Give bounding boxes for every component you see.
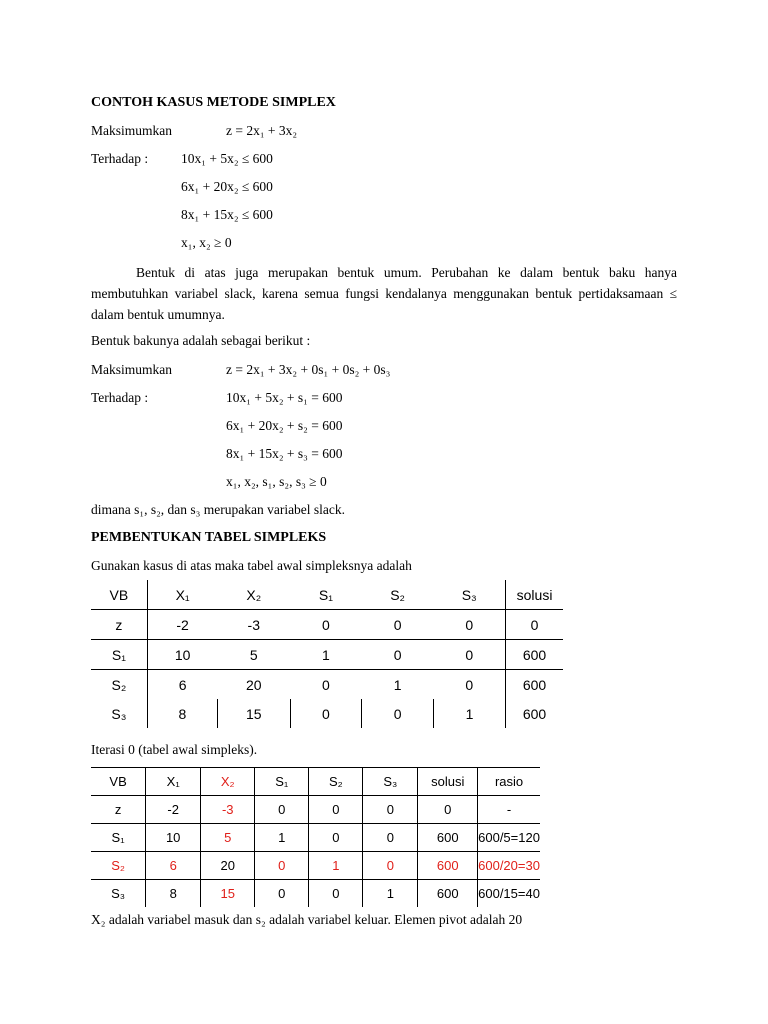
header-cell: VB (91, 768, 146, 796)
simplex-table-initial (91, 580, 563, 728)
terhadap-label-1: Terhadap : (91, 151, 149, 166)
table-header-row (91, 580, 563, 610)
maks-label-1: Maksimumkan (91, 123, 172, 138)
conclusion: X₂ adalah variabel masuk dan s₂ adalah variabel keluar. Elemen pivot adalah 20 (91, 912, 523, 927)
header-cell: S₁ (290, 580, 362, 610)
simplex-table-iterasi-0 (91, 767, 540, 907)
objective-2: z = 2x₁ + 3x₂ + 0s₁ + 0s₂ + 0s₃ (226, 362, 391, 377)
table-cell: 8 (146, 880, 201, 908)
table-cell: 5 (217, 640, 290, 670)
table-cell: 0 (362, 699, 434, 728)
heading-contoh-kasus: CONTOH KASUS METODE SIMPLEX (91, 95, 336, 110)
header-cell: S₁ (255, 768, 309, 796)
table-cell: 1 (309, 852, 363, 880)
table-cell: 15 (217, 699, 290, 728)
table-cell: 1 (255, 824, 309, 852)
objective-1: z = 2x₁ + 3x₂ (226, 123, 298, 138)
header-cell: S₂ (309, 768, 363, 796)
table-cell: S₁ (91, 824, 146, 852)
header-cell: X₁ (146, 768, 201, 796)
table-cell: 0 (290, 699, 362, 728)
header-cell: solusi (418, 768, 478, 796)
table-cell: - (478, 796, 540, 824)
constraint-2-3: 8x₁ + 15x₂ + s₃ = 600 (226, 446, 343, 461)
table-cell: 0 (363, 852, 418, 880)
table-cell: 0 (309, 880, 363, 908)
table-cell: S₂ (91, 852, 146, 880)
table-row (91, 880, 540, 908)
table-cell: 0 (255, 852, 309, 880)
header-cell: S₂ (362, 580, 434, 610)
table-row (91, 824, 540, 852)
table-cell: 600/15=40 (478, 886, 540, 901)
table-cell: -2 (147, 610, 217, 640)
constraint-2-2: 6x₁ + 20x₂ + s₂ = 600 (226, 418, 343, 433)
table-cell: 0 (322, 676, 330, 693)
table-cell: S₂ (91, 670, 147, 700)
table-cell: 6 (146, 852, 201, 880)
table-cell: 1 (465, 705, 474, 722)
maks-label-2: Maksimumkan (91, 362, 172, 377)
header-cell: VB (91, 580, 147, 610)
table-header-row (91, 768, 540, 796)
paragraph-text: Bentuk di atas juga merupakan bentuk umum. Perubahan ke dalam bentuk baku hanya membutuhkan variabel slack, karena semua fungsi kendalanya menggunakan bentuk pertidaksamaan ≤ dalam bentuk umumnya. (91, 265, 677, 322)
table-cell: S₁ (91, 640, 147, 670)
table-cell: -2 (146, 796, 201, 824)
table-cell: S₃ (91, 699, 147, 728)
table-row (91, 699, 563, 728)
table-cell: -3 (201, 796, 255, 824)
intro-table: Gunakan kasus di atas maka tabel awal simpleksnya adalah (91, 558, 412, 573)
table-cell: 0 (363, 824, 418, 852)
table-cell: z (91, 796, 146, 824)
table-cell: 5 (201, 824, 255, 852)
table-row (91, 640, 563, 670)
header-cell: rasio (478, 768, 540, 796)
table-cell: 0 (363, 796, 418, 824)
table-cell: 600 (418, 852, 478, 880)
table-cell: 600 (418, 880, 478, 908)
constraint-2-1: 10x₁ + 5x₂ + s₁ = 600 (226, 390, 343, 405)
table-cell: 0 (362, 640, 434, 670)
constraint-1-2: 6x₁ + 20x₂ ≤ 600 (181, 179, 273, 194)
constraint-1-1: 10x₁ + 5x₂ ≤ 600 (181, 151, 273, 166)
table-cell: S₃ (91, 880, 146, 908)
table-cell: 0 (506, 610, 563, 640)
table-cell: 0 (290, 610, 362, 640)
table-cell: z (91, 610, 147, 640)
table-row (91, 796, 540, 824)
header-cell: X₂ (217, 580, 290, 610)
header-cell: X₂ (201, 768, 255, 796)
table-cell: -3 (217, 610, 290, 640)
constraint-1-4: x₁, x₂ ≥ 0 (181, 235, 232, 250)
constraint-2-4: x₁, x₂, s₁, s₂, s₃ ≥ 0 (226, 474, 327, 489)
table-cell: 600 (506, 699, 563, 728)
table-cell: 0 (465, 676, 474, 693)
table-cell: 15 (201, 880, 255, 908)
table-cell: 8 (147, 699, 217, 728)
table-cell: 1 (363, 880, 418, 908)
table-row (91, 670, 563, 700)
header-cell: solusi (506, 580, 563, 610)
table-cell: 1 (290, 640, 362, 670)
table-cell: 0 (433, 640, 505, 670)
table-cell: 0 (309, 824, 363, 852)
heading-pembentukan-tabel: PEMBENTUKAN TABEL SIMPLEKS (91, 530, 327, 545)
table-cell: 0 (255, 796, 309, 824)
table-cell: 10 (146, 824, 201, 852)
intro-baku: Bentuk bakunya adalah sebagai berikut : (91, 333, 311, 348)
table-cell: 600/5=120 (478, 824, 540, 852)
pivot-cell: 20 (201, 852, 255, 880)
table-cell: 10 (147, 640, 217, 670)
header-cell: S₃ (363, 768, 418, 796)
header-cell: X₁ (147, 580, 217, 610)
table-cell: 0 (418, 796, 478, 824)
table-cell: 0 (362, 610, 434, 640)
constraint-1-3: 8x₁ + 15x₂ ≤ 600 (181, 207, 273, 222)
table-cell: 0 (255, 880, 309, 908)
table-cell: 20 (245, 676, 262, 693)
table-cell: 1 (393, 676, 402, 693)
table-row (91, 610, 563, 640)
slack-note: dimana s₁, s₂, dan s₃ merupakan variabel slack. (91, 502, 346, 517)
terhadap-label-2: Terhadap : (91, 390, 149, 405)
header-cell: S₃ (433, 580, 505, 610)
table-row-pivot (91, 852, 540, 880)
table-cell: 6 (178, 676, 187, 693)
table-cell: 600/20=30 (478, 852, 540, 880)
table-cell: 600 (418, 824, 478, 852)
table-cell: 600 (506, 640, 563, 670)
iterasi-caption: Iterasi 0 (tabel awal simpleks). (91, 742, 258, 757)
table-cell: 600 (506, 670, 563, 700)
paragraph-bentuk-umum (91, 262, 677, 325)
table-cell: 0 (433, 610, 505, 640)
table-cell: 0 (309, 796, 363, 824)
